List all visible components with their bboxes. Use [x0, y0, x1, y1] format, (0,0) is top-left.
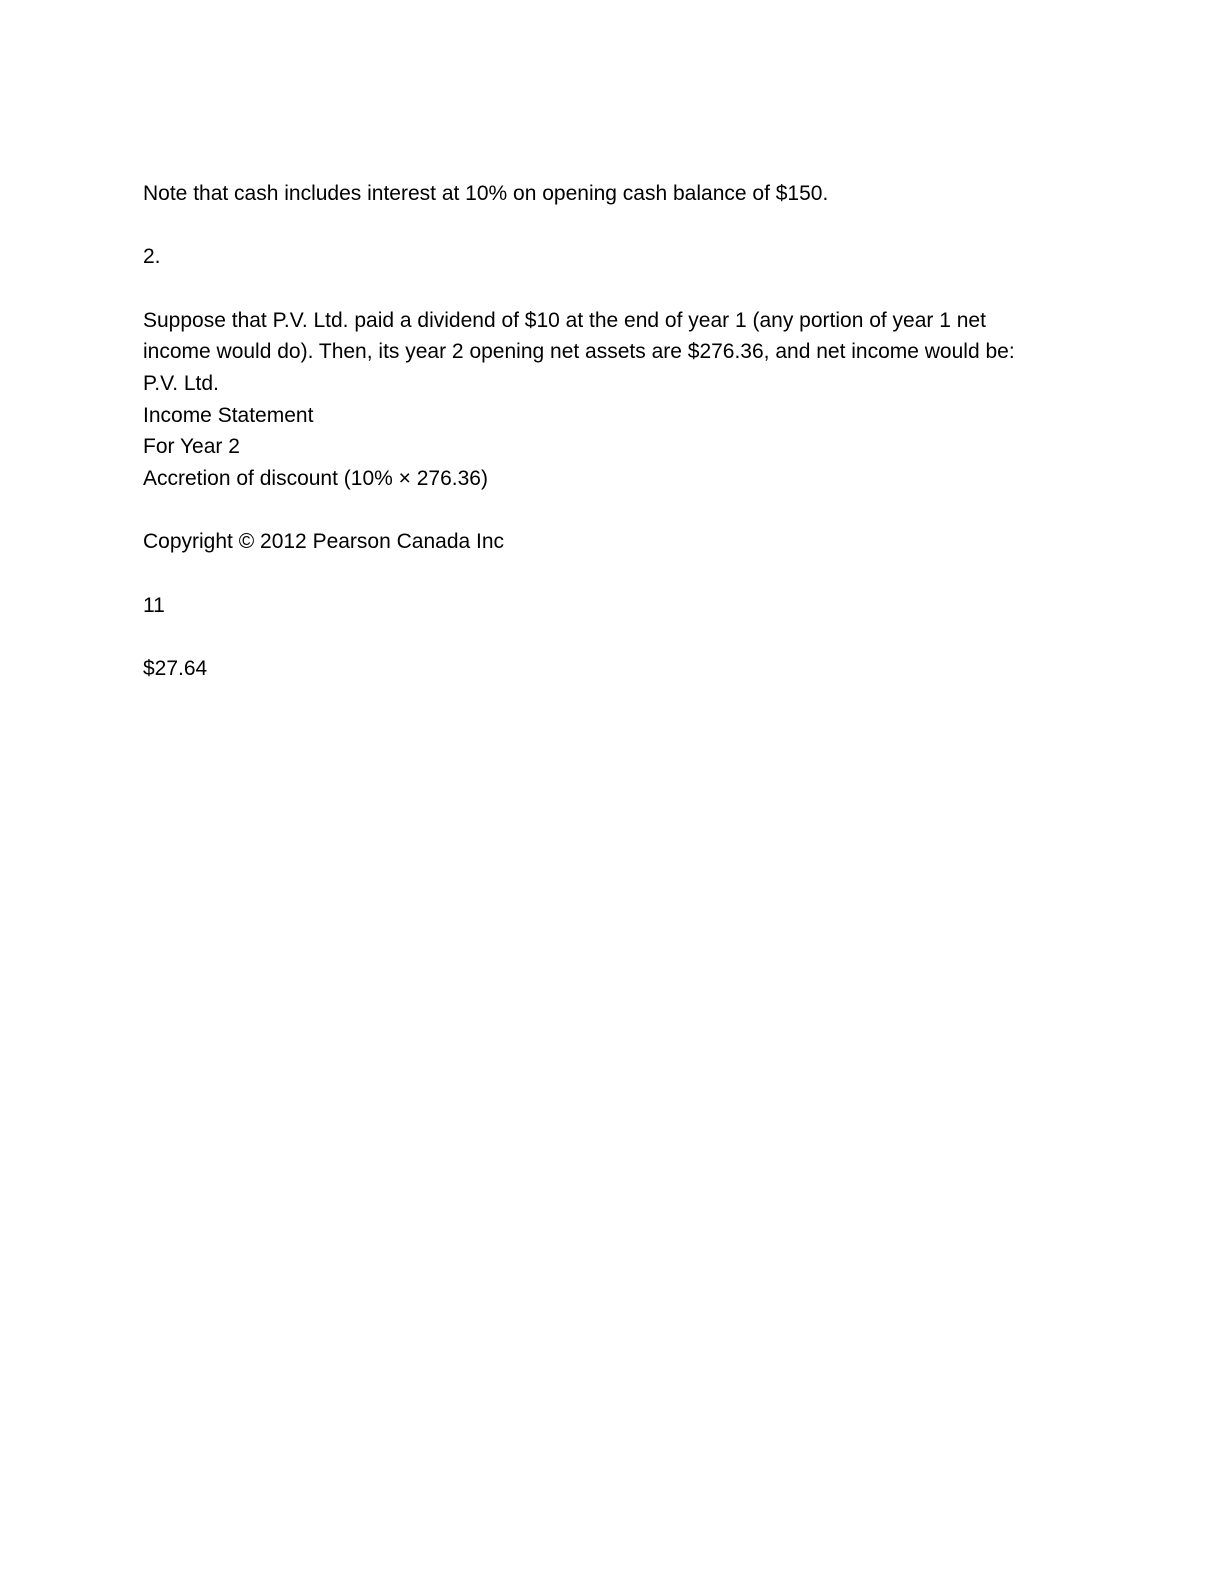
line-item-accretion: Accretion of discount (10% × 276.36)	[143, 467, 488, 490]
page-number: 11	[143, 594, 165, 617]
statement-period: For Year 2	[143, 435, 240, 458]
section-number: 2.	[143, 245, 161, 268]
paragraph-line-2: income would do). Then, its year 2 opening net assets are $276.36, and net income would be:	[143, 340, 1015, 363]
copyright-notice: Copyright © 2012 Pearson Canada Inc	[143, 530, 505, 553]
note-text: Note that cash includes interest at 10% on opening cash balance of $150.	[143, 182, 829, 205]
paragraph-line-1: Suppose that P.V. Ltd. paid a dividend of $10 at the end of year 1 (any portion of year 1 net	[143, 309, 986, 332]
statement-title: Income Statement	[143, 404, 314, 427]
amount-value: $27.64	[143, 657, 208, 680]
company-name: P.V. Ltd.	[143, 372, 219, 395]
